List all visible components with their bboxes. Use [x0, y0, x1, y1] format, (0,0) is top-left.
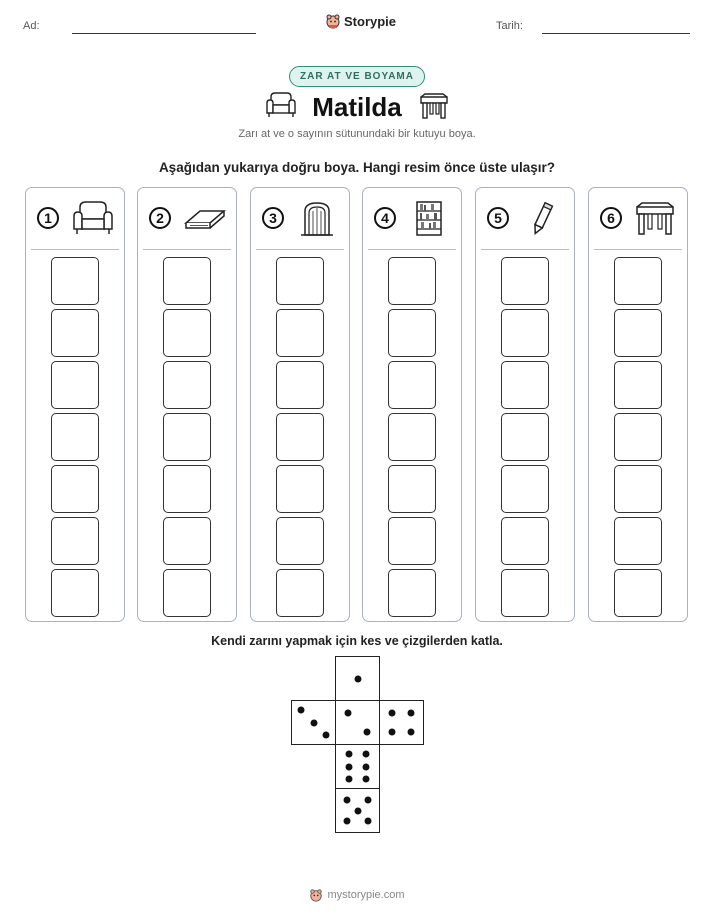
color-box[interactable]: [614, 361, 662, 409]
color-box[interactable]: [501, 257, 549, 305]
die-face-3: [291, 700, 336, 745]
die-pip: [354, 807, 361, 814]
column-divider: [481, 249, 569, 250]
color-box[interactable]: [614, 257, 662, 305]
bookshelf-icon: [407, 199, 451, 239]
color-box[interactable]: [276, 361, 324, 409]
color-box[interactable]: [51, 569, 99, 617]
color-box[interactable]: [163, 569, 211, 617]
column-1: [25, 187, 125, 622]
column-5: [475, 187, 575, 622]
name-label: Ad:: [23, 20, 40, 32]
column-number: 3: [262, 207, 284, 229]
brand-name: Storypie: [344, 13, 397, 29]
color-box[interactable]: [501, 569, 549, 617]
page-title: Matilda: [312, 92, 402, 122]
color-box[interactable]: [163, 465, 211, 513]
color-box[interactable]: [388, 569, 436, 617]
name-line[interactable]: [72, 33, 256, 34]
color-box[interactable]: [51, 517, 99, 565]
die-face-4: [379, 700, 424, 745]
color-box[interactable]: [614, 309, 662, 357]
die-pip: [354, 675, 361, 682]
die-pip: [345, 775, 352, 782]
footer-url: mystorypie.com: [327, 889, 405, 901]
color-box[interactable]: [388, 257, 436, 305]
pencil-icon: [520, 199, 564, 239]
color-box[interactable]: [51, 257, 99, 305]
dice-instruction: Kendi zarını yapmak için kes ve çizgilerden katla.: [211, 634, 503, 648]
column-number: 6: [600, 207, 622, 229]
storypie-mascot-icon: [325, 13, 341, 29]
column-divider: [143, 249, 231, 250]
die-face-6: [335, 744, 380, 789]
die-pip: [298, 707, 305, 714]
die-pip: [363, 751, 370, 758]
color-box[interactable]: [276, 309, 324, 357]
column-number: 2: [149, 207, 171, 229]
color-box[interactable]: [276, 257, 324, 305]
color-box[interactable]: [276, 413, 324, 461]
color-box[interactable]: [163, 517, 211, 565]
die-face-2: [335, 700, 380, 745]
color-box[interactable]: [501, 361, 549, 409]
column-divider: [594, 249, 682, 250]
color-box[interactable]: [388, 517, 436, 565]
column-2: [137, 187, 237, 622]
die-pip: [345, 751, 352, 758]
color-box[interactable]: [51, 465, 99, 513]
stool-icon: [633, 199, 677, 239]
color-box[interactable]: [501, 465, 549, 513]
brand-logo: [325, 13, 396, 29]
die-pip: [389, 710, 396, 717]
date-label: Tarih:: [496, 20, 523, 32]
color-box[interactable]: [388, 413, 436, 461]
color-box[interactable]: [163, 413, 211, 461]
color-box[interactable]: [51, 413, 99, 461]
die-pip: [365, 818, 372, 825]
die-pip: [365, 796, 372, 803]
color-box[interactable]: [614, 465, 662, 513]
color-box[interactable]: [276, 465, 324, 513]
column-4: [362, 187, 462, 622]
color-box[interactable]: [276, 517, 324, 565]
instruction-heading: Aşağıdan yukarıya doğru boya. Hangi resim önce üste ulaşır?: [158, 160, 556, 175]
column-divider: [256, 249, 344, 250]
color-box[interactable]: [276, 569, 324, 617]
die-pip: [389, 728, 396, 735]
color-box[interactable]: [163, 257, 211, 305]
activity-badge: ZAR AT VE BOYAMA: [289, 66, 425, 87]
column-6: [588, 187, 688, 622]
die-pip: [343, 796, 350, 803]
die-face-1: [335, 656, 380, 701]
door-icon: [295, 199, 339, 239]
color-box[interactable]: [501, 413, 549, 461]
color-box[interactable]: [388, 465, 436, 513]
color-box[interactable]: [163, 309, 211, 357]
column-divider: [31, 249, 119, 250]
color-box[interactable]: [163, 361, 211, 409]
date-line[interactable]: [542, 33, 690, 34]
color-box[interactable]: [501, 517, 549, 565]
color-box[interactable]: [501, 309, 549, 357]
die-face-5: [335, 788, 380, 833]
color-box[interactable]: [51, 361, 99, 409]
armchair-icon: [70, 199, 114, 239]
column-number: 4: [374, 207, 396, 229]
column-3: [250, 187, 350, 622]
die-pip: [363, 775, 370, 782]
color-box[interactable]: [51, 309, 99, 357]
color-box[interactable]: [388, 309, 436, 357]
footer: [0, 888, 714, 902]
stool-title-icon: [418, 93, 450, 121]
column-divider: [368, 249, 456, 250]
book-icon: [182, 199, 226, 239]
die-pip: [407, 728, 414, 735]
color-box[interactable]: [614, 569, 662, 617]
die-pip: [345, 763, 352, 770]
die-pip: [363, 763, 370, 770]
color-box[interactable]: [388, 361, 436, 409]
die-pip: [407, 710, 414, 717]
color-box[interactable]: [614, 413, 662, 461]
column-number: 1: [37, 207, 59, 229]
die-pip: [310, 719, 317, 726]
die-pip: [322, 731, 329, 738]
storypie-mascot-icon: [309, 888, 323, 902]
die-pip: [363, 728, 370, 735]
die-pip: [343, 818, 350, 825]
color-box[interactable]: [614, 517, 662, 565]
column-number: 5: [487, 207, 509, 229]
subtitle: Zarı at ve o sayının sütunundaki bir kutuyu boya.: [238, 128, 476, 140]
die-pip: [345, 710, 352, 717]
